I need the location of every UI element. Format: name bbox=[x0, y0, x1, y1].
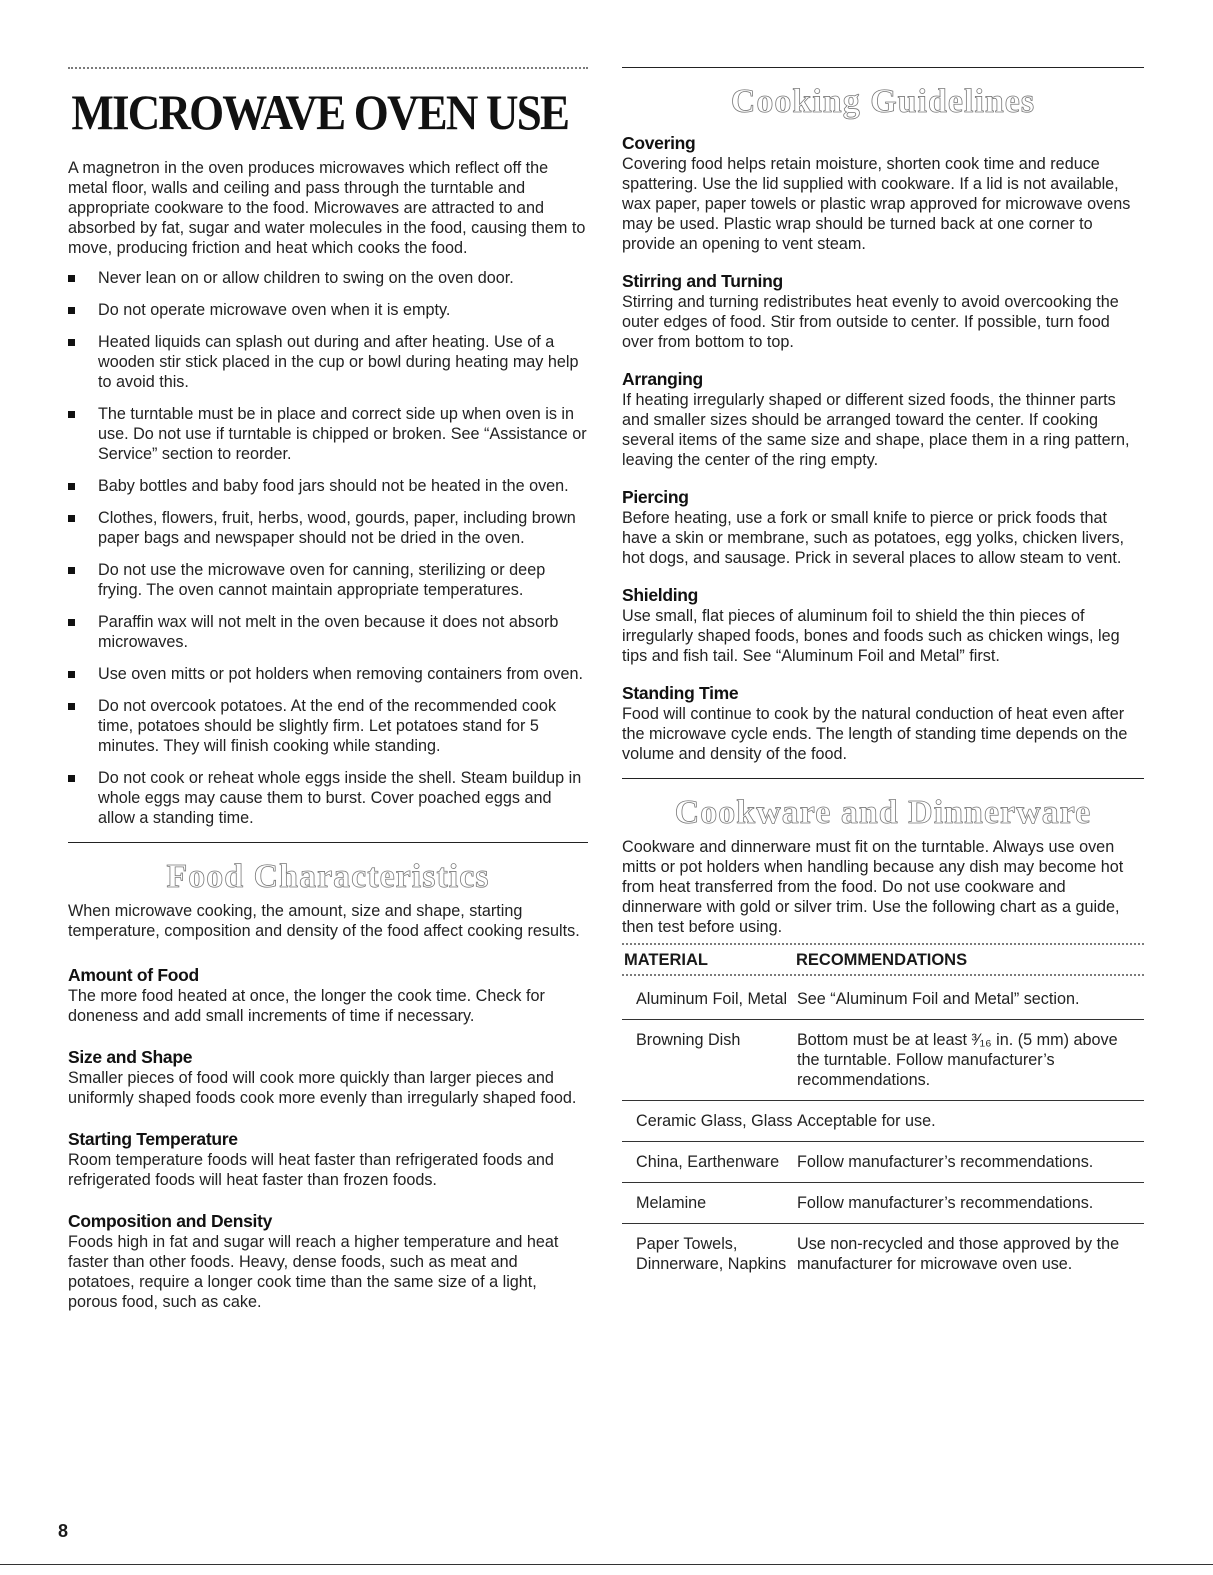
table-header-row bbox=[622, 946, 1144, 974]
recommendation-cell: Bottom must be at least ³⁄₁₆ in. (5 mm) above the turntable. Follow manufacturer’s recommendations. bbox=[797, 1031, 1118, 1089]
food-characteristics-intro: When microwave cooking, the amount, size and shape, starting temperature, composition and density of the food affect cooking results. bbox=[68, 902, 580, 940]
page-title: MICROWAVE OVEN USE bbox=[71, 84, 569, 140]
bullet-item: Never lean on or allow children to swing on the oven door. bbox=[68, 268, 588, 288]
bullet-square-icon bbox=[68, 567, 75, 574]
guideline-shielding bbox=[622, 584, 1144, 666]
bullet-item: Baby bottles and baby food jars should not be heated in the oven. bbox=[68, 476, 588, 496]
bullet-item: Paraffin wax will not melt in the oven because it does not absorb microwaves. bbox=[68, 612, 588, 652]
bullet-square-icon bbox=[68, 411, 75, 418]
guideline-piercing bbox=[622, 486, 1144, 568]
right-column bbox=[622, 0, 1144, 1284]
subsection-text: Food will continue to cook by the natural conduction of heat even after the microwave cycle ends. The length of standing time depends on the volume and density of the food. bbox=[622, 705, 1128, 763]
subsection-text: If heating irregularly shaped or different sized foods, the thinner parts and smaller sizes should be arranged toward the center. If cooking several items of the same size and shape, place them in a ring pattern, leaving the center of the ring empty. bbox=[622, 391, 1130, 469]
recommendation-cell: Follow manufacturer’s recommendations. bbox=[797, 1194, 1094, 1212]
table-row bbox=[622, 1183, 1144, 1224]
intro-paragraph: A magnetron in the oven produces microwaves which reflect off the metal floor, walls and ceiling and pass through the turntable and appropriate cookware to the food. Microwaves are attracted to and absorbed by fat, sugar and water molecules in the food, causing them to move, producing friction and heat which cooks the food. bbox=[68, 159, 586, 257]
material-cell: Ceramic Glass, Glass bbox=[636, 1112, 793, 1130]
subheading: Standing Time bbox=[622, 683, 739, 703]
subheading: Starting Temperature bbox=[68, 1129, 238, 1149]
recommendation-cell: See “Aluminum Foil and Metal” section. bbox=[797, 990, 1080, 1008]
subheading: Covering bbox=[622, 133, 696, 153]
bullet-item: Clothes, flowers, fruit, herbs, wood, gourds, paper, including brown paper bags and newspaper should not be dried in the oven. bbox=[68, 508, 588, 548]
subheading: Piercing bbox=[622, 487, 689, 507]
bullet-item: The turntable must be in place and correct side up when oven is in use. Do not use if turntable is chipped or broken. See “Assistance or Service” section to reorder. bbox=[68, 404, 588, 464]
material-cell: Aluminum Foil, Metal bbox=[636, 990, 788, 1008]
material-cell: China, Earthenware bbox=[636, 1153, 780, 1171]
section-divider bbox=[622, 67, 1144, 68]
food-item-starting-temperature bbox=[68, 1128, 588, 1190]
bullet-item: Use oven mitts or pot holders when removing containers from oven. bbox=[68, 664, 588, 684]
safety-bullet-list bbox=[68, 268, 588, 828]
bullet-square-icon bbox=[68, 619, 75, 626]
recommendation-cell: Use non-recycled and those approved by the manufacturer for microwave oven use. bbox=[797, 1235, 1120, 1273]
recommendation-cell: Acceptable for use. bbox=[797, 1112, 936, 1130]
food-characteristics-heading: Food Characteristics bbox=[166, 858, 490, 895]
bullet-square-icon bbox=[68, 307, 75, 314]
bullet-item: Do not operate microwave oven when it is empty. bbox=[68, 300, 588, 320]
section-divider bbox=[68, 842, 588, 843]
guideline-stirring-turning bbox=[622, 270, 1144, 352]
bullet-item: Do not cook or reheat whole eggs inside the shell. Steam buildup in whole eggs may cause them to burst. Cover poached eggs and allow a standing time. bbox=[68, 768, 588, 828]
subsection-text: Room temperature foods will heat faster than refrigerated foods and refrigerated foods will heat faster than frozen foods. bbox=[68, 1151, 554, 1189]
table-row bbox=[622, 1224, 1144, 1284]
bullet-square-icon bbox=[68, 703, 75, 710]
bullet-square-icon bbox=[68, 775, 75, 782]
guideline-covering bbox=[622, 132, 1144, 254]
bullet-square-icon bbox=[68, 483, 75, 490]
recommendations-column-header: RECOMMENDATIONS bbox=[796, 951, 968, 969]
bullet-item: Heated liquids can splash out during and after heating. Use of a wooden stir stick placed in the cup or bowl during heating may help to avoid this. bbox=[68, 332, 588, 392]
material-cell: Paper Towels, Dinnerware, Napkins bbox=[636, 1235, 787, 1273]
section-divider bbox=[622, 778, 1144, 779]
cooking-guidelines-heading: Cooking Guidelines bbox=[730, 83, 1036, 120]
subheading: Arranging bbox=[622, 369, 703, 389]
left-column bbox=[68, 0, 588, 1312]
subsection-text: Before heating, use a fork or small knife to pierce or prick foods that have a skin or membrane, such as potatoes, egg yolks, chicken livers, hot dogs, and sausage. Prick in several places to allow steam to vent. bbox=[622, 509, 1125, 567]
subsection-text: Foods high in fat and sugar will reach a higher temperature and heat faster than other foods. Heavy, dense foods, such as meat and potatoes, require a longer cook time than the same size of a light, porous food, such as cake. bbox=[68, 1233, 559, 1311]
top-dotted-rule bbox=[68, 67, 588, 70]
subsection-text: Covering food helps retain moisture, shorten cook time and reduce spattering. Use the lid supplied with cookware. If a lid is not available, wax paper, paper towels or plastic wrap approved for microwave ovens may be used. Plastic wrap should be turned back at one corner to provide an opening to vent steam. bbox=[622, 155, 1131, 253]
bullet-square-icon bbox=[68, 275, 75, 282]
bullet-square-icon bbox=[68, 515, 75, 522]
cookware-intro: Cookware and dinnerware must fit on the turntable. Always use oven mitts or pot holders when handling because any dish may become hot from heat transferred from the food. Do not use cookware and dinnerware with gold or silver trim. Use the following chart as a guide, then test before using. bbox=[622, 838, 1124, 936]
cookware-table bbox=[622, 943, 1144, 1284]
table-row bbox=[622, 1101, 1144, 1142]
guideline-standing-time bbox=[622, 682, 1144, 764]
subsection-text: Stirring and turning redistributes heat evenly to avoid overcooking the outer edges of food. Stir from outside to center. If possible, turn food over from bottom to top. bbox=[622, 293, 1119, 351]
bullet-item: Do not overcook potatoes. At the end of the recommended cook time, potatoes should be slightly firm. Let potatoes stand for 5 minutes. They will finish cooking while standing. bbox=[68, 696, 588, 756]
subsection-text: The more food heated at once, the longer the cook time. Check for doneness and add small increments of time if necessary. bbox=[68, 987, 545, 1025]
page-number: 8 bbox=[58, 1521, 69, 1541]
page-bottom-rule bbox=[0, 1564, 1213, 1565]
subsection-text: Use small, flat pieces of aluminum foil to shield the thin pieces of irregularly shaped foods, bones and foods such as chicken wings, leg tips and fish tail. See “Aluminum Foil and Metal” first. bbox=[622, 607, 1120, 665]
material-cell: Melamine bbox=[636, 1194, 707, 1212]
food-item-composition-density bbox=[68, 1210, 588, 1312]
guideline-arranging bbox=[622, 368, 1144, 470]
recommendation-cell: Follow manufacturer’s recommendations. bbox=[797, 1153, 1094, 1171]
material-column-header: MATERIAL bbox=[624, 951, 709, 969]
table-row bbox=[622, 1142, 1144, 1183]
bullet-item: Do not use the microwave oven for canning, sterilizing or deep frying. The oven cannot maintain appropriate temperatures. bbox=[68, 560, 588, 600]
material-cell: Browning Dish bbox=[636, 1031, 741, 1049]
subheading: Composition and Density bbox=[68, 1211, 273, 1231]
subheading: Size and Shape bbox=[68, 1047, 193, 1067]
food-item-amount bbox=[68, 964, 588, 1026]
table-row bbox=[622, 1020, 1144, 1101]
food-item-size-shape bbox=[68, 1046, 588, 1108]
table-header-dotted-rule bbox=[622, 974, 1144, 977]
subsection-text: Smaller pieces of food will cook more quickly than larger pieces and uniformly shaped foods cook more evenly than irregularly shaped food. bbox=[68, 1069, 577, 1107]
bullet-square-icon bbox=[68, 339, 75, 346]
table-row bbox=[622, 979, 1144, 1020]
bullet-square-icon bbox=[68, 671, 75, 678]
subheading: Shielding bbox=[622, 585, 699, 605]
subheading: Stirring and Turning bbox=[622, 271, 783, 291]
cookware-heading: Cookware and Dinnerware bbox=[674, 794, 1092, 831]
subheading: Amount of Food bbox=[68, 965, 199, 985]
